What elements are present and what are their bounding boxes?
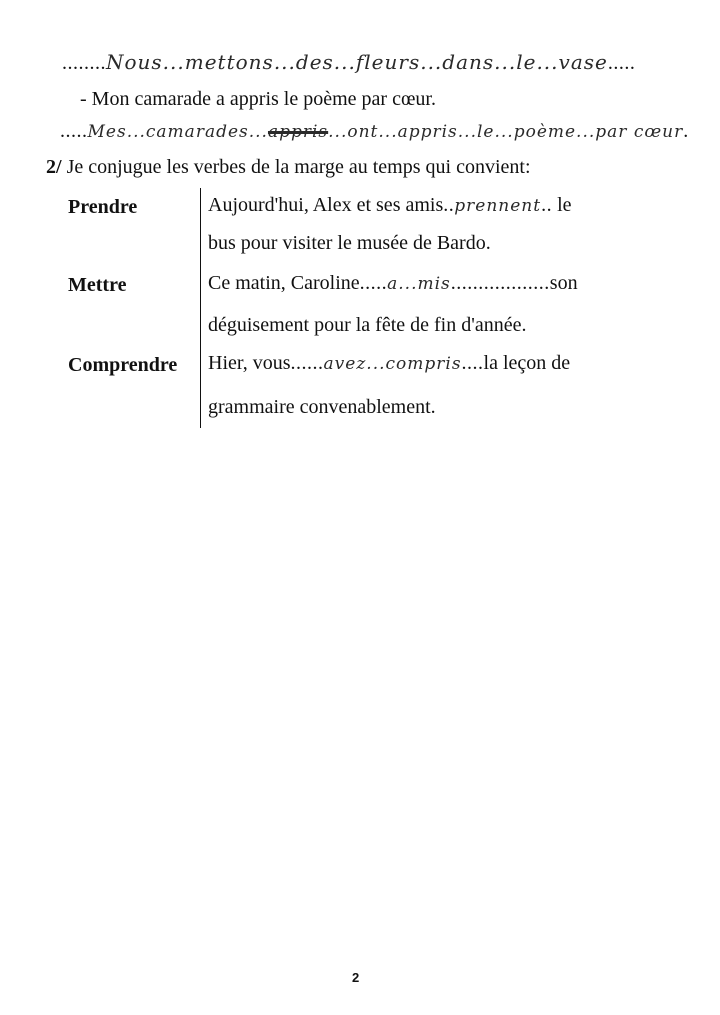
handwritten-answer: Nous...mettons...des...fleurs...dans...le...vase (106, 50, 608, 74)
sentence-text: Hier, vous (208, 352, 291, 374)
exercise-sentence: - Mon camarade a appris le poème par cœur. (80, 88, 436, 110)
exercise-heading (46, 156, 531, 179)
page-number: 2 (352, 970, 360, 985)
sentence-continuation: grammaire convenablement. (208, 396, 436, 418)
dots: .. (541, 194, 553, 216)
dots: ...... (290, 352, 324, 374)
sentence-text: son (549, 272, 578, 294)
dots: .... (461, 352, 484, 374)
answer-line-1 (62, 50, 635, 75)
sentence-continuation: bus pour visiter le musée de Bardo. (208, 232, 491, 254)
exercise-number: 2/ (46, 156, 62, 178)
handwritten-answer: avez...compris (323, 354, 462, 374)
exercise-instruction: Je conjugue les verbes de la marge au temps qui convient: (66, 156, 531, 178)
sentence-text: la leçon de (483, 352, 571, 374)
margin-verb: Prendre (68, 196, 138, 218)
handwritten-answer: prennent (454, 196, 542, 216)
handwritten-answer: a...mis (387, 274, 451, 294)
conjugation-line (208, 272, 578, 295)
dots: ..... (60, 120, 88, 142)
handwritten-answer: Mes...camarades... (87, 122, 268, 142)
sentence-text: le (552, 194, 572, 216)
margin-divider (200, 188, 201, 428)
answer-line-2 (60, 120, 689, 143)
dots: ..... (607, 52, 636, 74)
crossed-out-word: appris (267, 122, 329, 142)
conjugation-line (208, 194, 572, 217)
dots: .................. (450, 272, 550, 294)
dots: .. (443, 194, 455, 216)
margin-verb: Comprendre (68, 354, 178, 376)
sentence-text: Ce matin, Caroline (208, 272, 360, 294)
sentence-continuation: déguisement pour la fête de fin d'année. (208, 314, 527, 336)
conjugation-line (208, 352, 570, 375)
handwritten-answer: ...ont...appris...le...poème...par cœur (328, 122, 684, 142)
dots: . (683, 120, 689, 142)
dots: ..... (359, 272, 388, 294)
margin-verb: Mettre (68, 274, 127, 296)
dots: ........ (62, 52, 106, 74)
sentence-text: Aujourd'hui, Alex et ses amis (208, 194, 444, 216)
